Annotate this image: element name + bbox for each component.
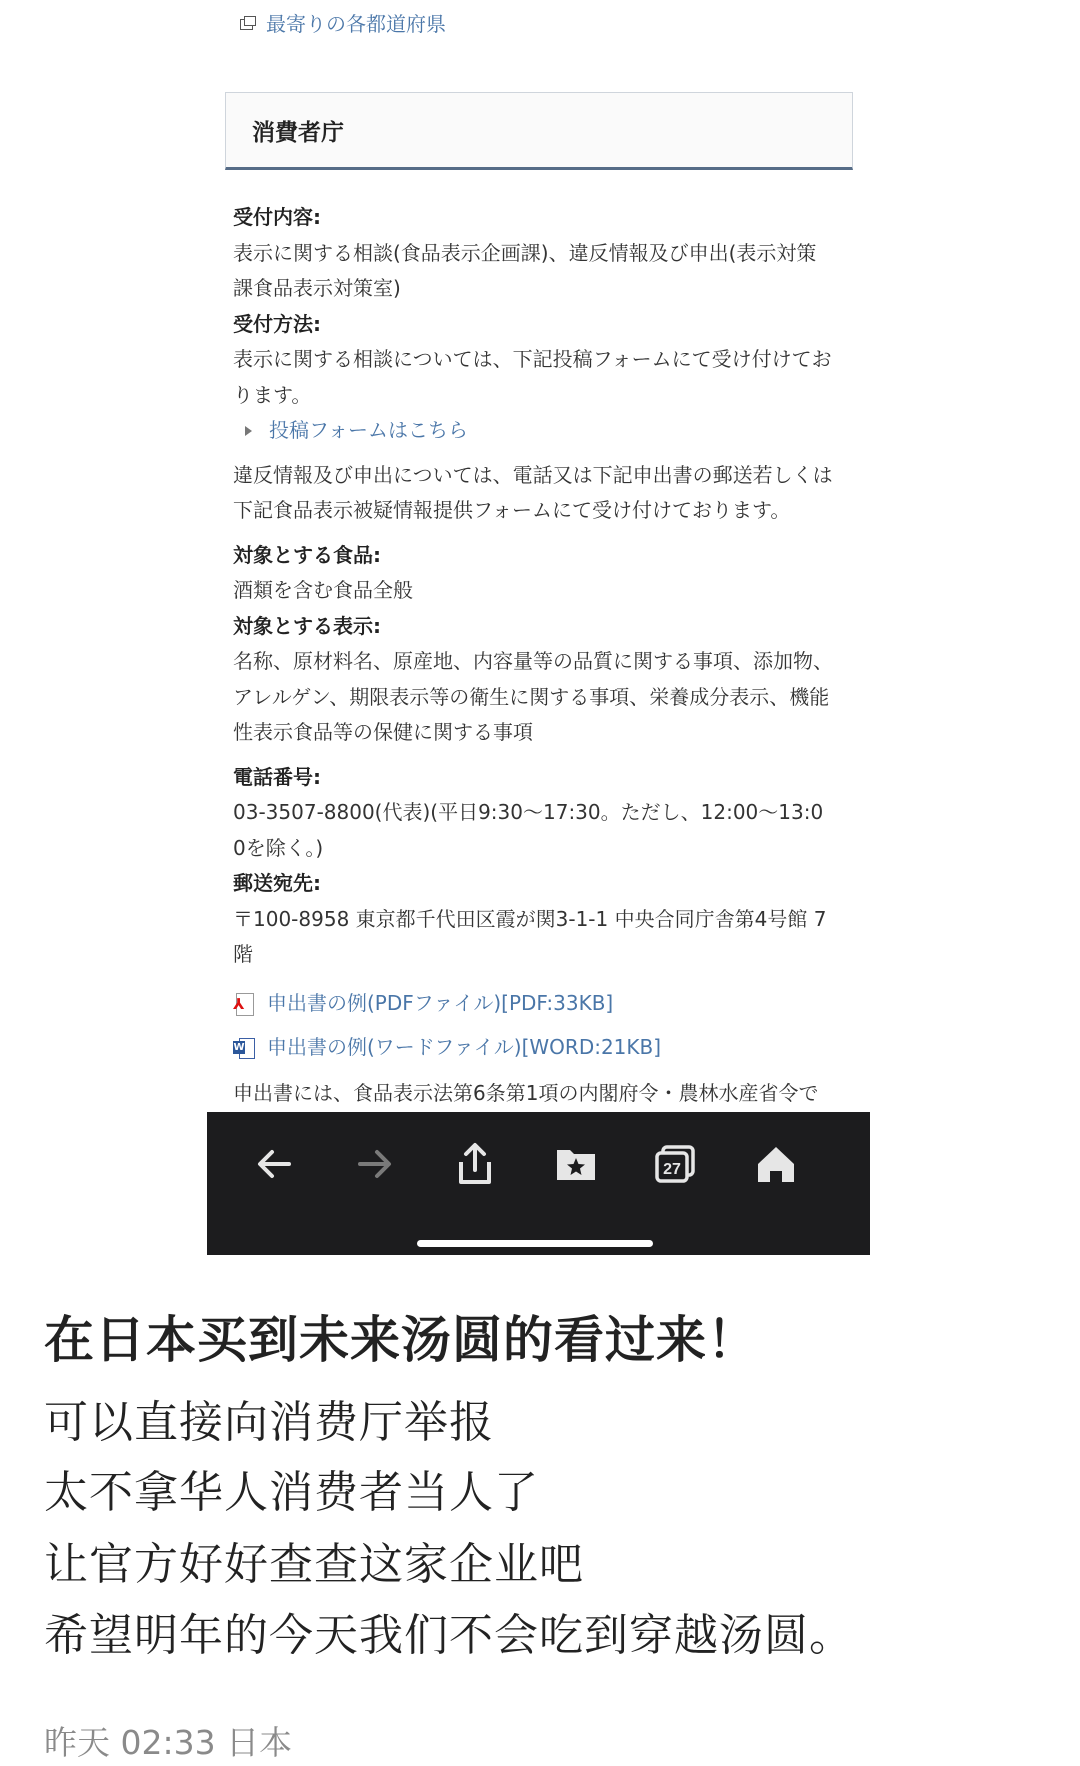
forward-button[interactable] <box>345 1134 405 1194</box>
phone-label: 電話番号: <box>233 764 321 789</box>
phone-text: 0を除く。) <box>233 835 324 860</box>
method-text: 表示に関する相談については、下記投稿フォームにて受け付けてお <box>233 347 832 371</box>
truncated-text: 申出書には、食品表示法第6条第1項の内閣府令・農林水産省令で <box>233 1080 819 1105</box>
bookmarks-icon <box>554 1144 598 1184</box>
form-link-label: 投稿フォームはこちら <box>269 418 468 442</box>
pdf-link[interactable] <box>233 982 853 1026</box>
method-text: ります。 <box>233 382 312 407</box>
phone-text: 03-3507-8800(代表)(平日9:30～17:30。ただし、12:00～13:0 <box>233 800 824 824</box>
external-window-icon <box>240 16 256 30</box>
forward-icon <box>355 1144 395 1184</box>
card-title: 消費者庁 <box>225 92 853 170</box>
agency-info <box>233 200 853 1105</box>
word-link-label: 申出書の例(ワードファイル)[WORD:21KB] <box>267 1034 662 1059</box>
pdf-file-icon: ⅄ <box>233 993 255 1015</box>
share-button[interactable] <box>445 1134 505 1194</box>
prefecture-link[interactable] <box>240 8 446 37</box>
post-title: 在日本买到未来汤圆的看过来！ <box>44 1311 758 1369</box>
bookmarks-button[interactable] <box>546 1134 606 1194</box>
violation-text: 下記食品表示被疑情報提供フォームにて受け付けております。 <box>233 498 791 522</box>
word-file-icon: W <box>233 1037 255 1059</box>
form-link[interactable] <box>233 413 853 449</box>
pdf-link-label: 申出書の例(PDFファイル)[PDF:33KB] <box>267 990 614 1015</box>
food-text: 酒類を含む食品全般 <box>233 578 413 602</box>
mail-text: 階 <box>233 942 253 966</box>
back-icon <box>254 1144 294 1184</box>
reception-label: 受付内容: <box>233 205 321 229</box>
home-button[interactable] <box>746 1134 806 1194</box>
word-link[interactable] <box>233 1026 853 1070</box>
mail-text: 〒100-8958 東京都千代田区霞が関3-1-1 中央合同庁舎第4号館 7 <box>233 906 827 931</box>
webpage-view <box>225 0 855 1122</box>
home-icon <box>755 1144 797 1184</box>
post-line: 让官方好好查查这家企业吧 <box>44 1539 584 1590</box>
back-button[interactable] <box>244 1134 304 1194</box>
prefecture-link-label: 最寄りの各都道府県 <box>266 12 446 36</box>
display-text: 名称、原材料名、原産地、内容量等の品質に関する事項、添加物、 <box>233 649 833 673</box>
svg-text:27: 27 <box>663 1161 681 1178</box>
display-text: アレルゲン、期限表示等の衛生に関する事項、栄養成分表示、機能 <box>233 684 830 709</box>
mail-label: 郵送宛先: <box>233 871 321 895</box>
tabs-icon <box>654 1144 698 1184</box>
violation-text: 違反情報及び申出については、電話又は下記申出書の郵送若しくは <box>233 462 833 487</box>
browser-toolbar <box>207 1112 870 1255</box>
post-line: 太不拿华人消费者当人了 <box>44 1467 539 1518</box>
share-icon <box>455 1142 495 1186</box>
reception-text: 表示に関する相談(食品表示企画課)、違反情報及び申出(表示対策 <box>233 240 817 265</box>
food-label: 対象とする食品: <box>233 542 381 567</box>
method-label: 受付方法: <box>233 311 321 336</box>
tabs-button[interactable] <box>646 1134 706 1194</box>
post-line: 可以直接向消费厅举报 <box>44 1397 494 1448</box>
reception-text: 課食品表示対策室) <box>233 276 401 300</box>
home-indicator <box>417 1240 653 1247</box>
post-line: 希望明年的今天我们不会吃到穿越汤圆。 <box>44 1610 854 1661</box>
triangle-right-icon <box>245 426 252 436</box>
post-meta: 昨天 02:33 日本 <box>44 1723 293 1762</box>
display-label: 対象とする表示: <box>233 613 381 638</box>
display-text: 性表示食品等の保健に関する事項 <box>233 720 533 744</box>
